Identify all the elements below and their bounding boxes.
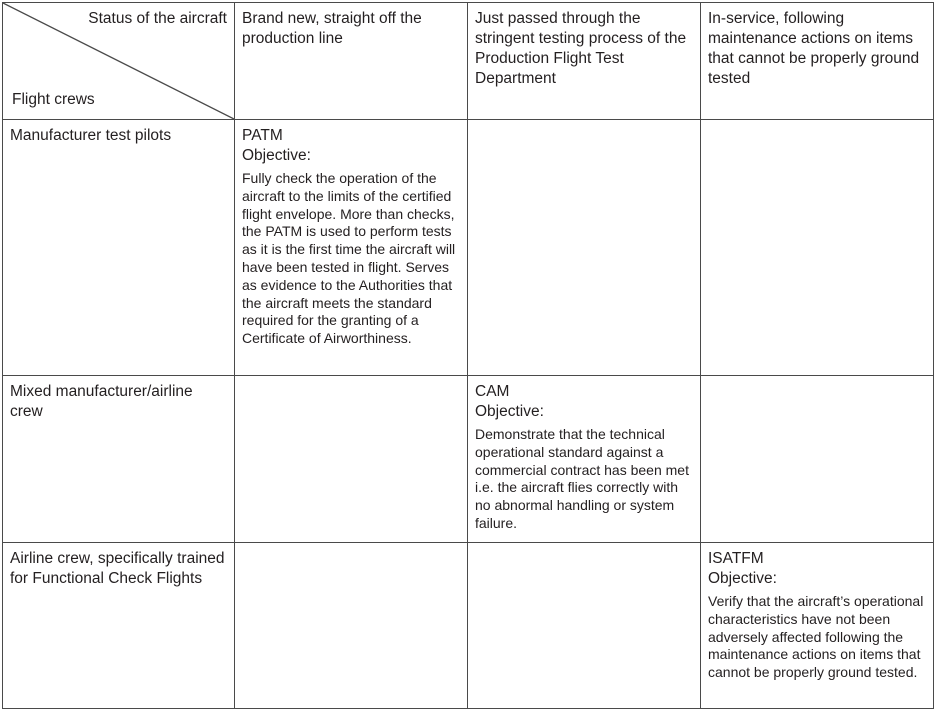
- mission-name: PATM: [242, 127, 283, 144]
- empty-cell: [701, 376, 934, 543]
- mission-cell-cam: [468, 376, 701, 543]
- column-header-post-testing: Just passed through the stringent testing process of the Production Flight Test Department: [468, 3, 701, 120]
- objective-text: Fully check the operation of the aircraft to the limits of the certified flight envelope. More than checks, the PATM is used to perform tests as it is the first time the aircraft will have been tested in flight. Serves as evidence to the Authorities that the aircraft meets the standard required for the granting of a Certificate of Airworthiness.: [242, 170, 456, 347]
- empty-cell: [468, 120, 701, 376]
- objective-label: Objective:: [708, 570, 777, 587]
- mission-name: ISATFM: [708, 550, 764, 567]
- crew-airline-trained: Airline crew, specifically trained for Functional Check Flights: [3, 543, 235, 709]
- column-header-in-service: In-service, following maintenance actions on items that cannot be properly ground tested: [701, 3, 934, 120]
- empty-cell: [235, 543, 468, 709]
- flight-crews-label: Flight crews: [12, 91, 95, 108]
- empty-cell: [235, 376, 468, 543]
- table-row: [3, 120, 934, 376]
- table-row: [3, 376, 934, 543]
- corner-header-cell: [3, 3, 235, 120]
- objective-text: Verify that the aircraft’s operational characteristics have not been adversely affected following the maintenance actions on items that cannot be properly ground tested.: [708, 593, 924, 681]
- crew-manufacturer-test-pilots: Manufacturer test pilots: [3, 120, 235, 376]
- objective-label: Objective:: [475, 403, 544, 420]
- mission-cell-patm: [235, 120, 468, 376]
- mission-name: CAM: [475, 383, 510, 400]
- header-row: [3, 3, 934, 120]
- aircraft-status-label: Status of the aircraft: [88, 10, 227, 27]
- objective-text: Demonstrate that the technical operational standard against a commercial contract has been met i.e. the aircraft flies correctly with no abnormal handling or system failure.: [475, 426, 689, 531]
- crew-mixed-manufacturer-airline: Mixed manufacturer/airline crew: [3, 376, 235, 543]
- objective-label: Objective:: [242, 147, 311, 164]
- column-header-brand-new: Brand new, straight off the production line: [235, 3, 468, 120]
- mission-cell-isatfm: [701, 543, 934, 709]
- flight-missions-table: [2, 2, 934, 709]
- empty-cell: [468, 543, 701, 709]
- table-row: [3, 543, 934, 709]
- empty-cell: [701, 120, 934, 376]
